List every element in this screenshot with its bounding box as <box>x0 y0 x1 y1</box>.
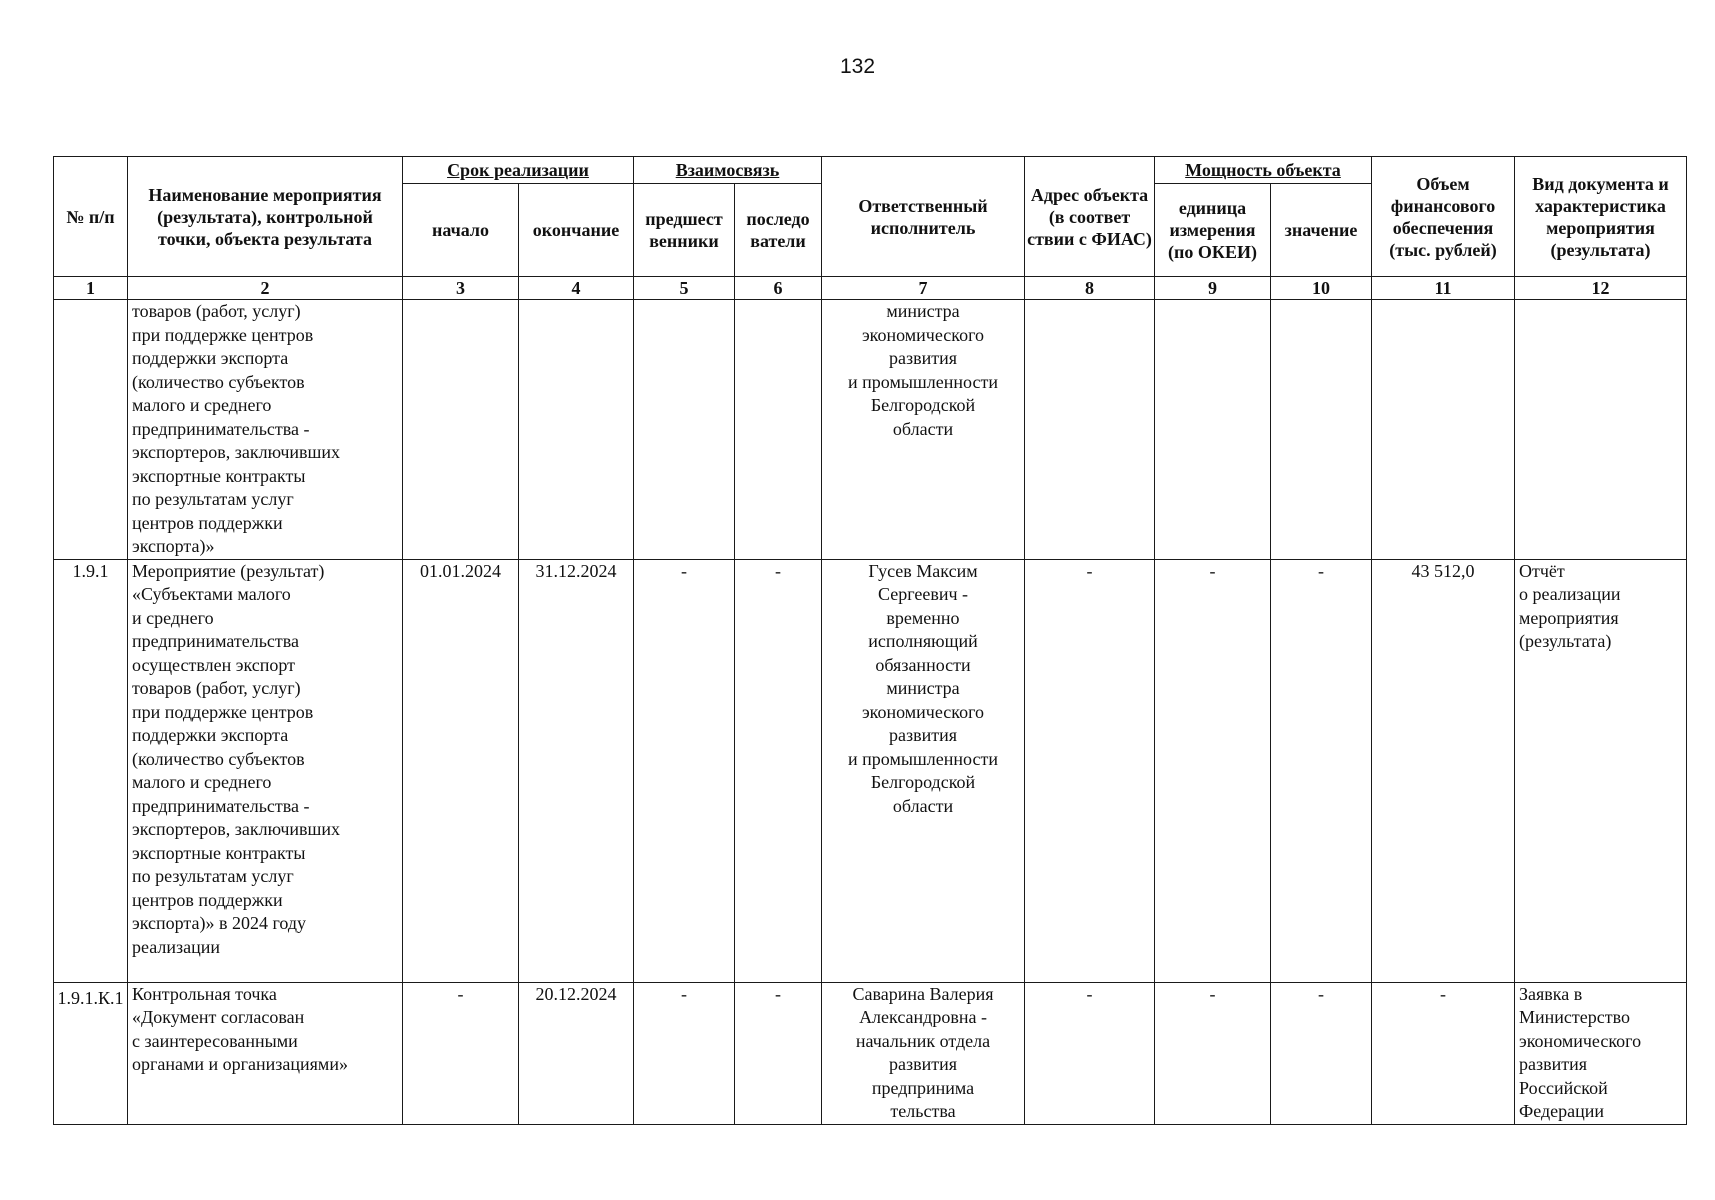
row-pred <box>634 300 735 560</box>
row-financing <box>1372 300 1515 560</box>
column-number: 11 <box>1372 277 1515 300</box>
row-name: Контрольная точка «Документ согласован с заинтересованными органами и организациями» <box>128 982 403 1124</box>
header-financing: Объем финансового обеспечения (тыс. рублей) <box>1372 157 1515 277</box>
row-pred: - <box>634 982 735 1124</box>
row-document: Отчёт о реализации мероприятия (результата) <box>1515 559 1687 982</box>
column-number: 5 <box>634 277 735 300</box>
row-succ: - <box>735 982 822 1124</box>
table-row <box>54 559 1687 982</box>
row-document: Заявка в Министерство экономического развития Российской Федерации <box>1515 982 1687 1124</box>
row-address <box>1025 300 1155 560</box>
column-number: 8 <box>1025 277 1155 300</box>
row-financing: 43 512,0 <box>1372 559 1515 982</box>
row-unit <box>1155 300 1271 560</box>
row-responsible: Гусев Максим Сергеевич - временно исполняющий обязанности министра экономического развития и промышленности Белгородской области <box>822 559 1025 982</box>
column-number: 9 <box>1155 277 1271 300</box>
row-num: 1.9.1.К.1 <box>54 982 128 1124</box>
row-end: 20.12.2024 <box>519 982 634 1124</box>
row-unit: - <box>1155 982 1271 1124</box>
row-start: - <box>403 982 519 1124</box>
header-successors: последо ватели <box>735 184 822 277</box>
row-end <box>519 300 634 560</box>
row-start <box>403 300 519 560</box>
row-succ: - <box>735 559 822 982</box>
header-unit: единица измерения (по ОКЕИ) <box>1155 184 1271 277</box>
header-name: Наименование мероприятия (результата), контрольной точки, объекта результата <box>128 157 403 277</box>
column-number: 3 <box>403 277 519 300</box>
row-pred: - <box>634 559 735 982</box>
row-value: - <box>1271 559 1372 982</box>
header-end: окончание <box>519 184 634 277</box>
row-value: - <box>1271 982 1372 1124</box>
row-address: - <box>1025 559 1155 982</box>
header-document: Вид документа и характеристика мероприятия (результата) <box>1515 157 1687 277</box>
column-number: 6 <box>735 277 822 300</box>
row-num: 1.9.1 <box>54 559 128 982</box>
page-number: 132 <box>839 55 876 78</box>
row-name: товаров (работ, услуг) при поддержке центров поддержки экспорта (количество субъектов малого и среднего предпринимательства - экспортеров, заключивших экспортные контракты по результатам услуг центров поддержки экспорта)» <box>128 300 403 560</box>
events-table <box>53 156 1687 1125</box>
header-capacity-group: Мощность объекта <box>1155 157 1372 184</box>
column-number: 4 <box>519 277 634 300</box>
header-term-group: Срок реализации <box>403 157 634 184</box>
header-value: значение <box>1271 184 1372 277</box>
header-responsible: Ответственный исполнитель <box>822 157 1025 277</box>
table-row <box>54 300 1687 560</box>
header-start: начало <box>403 184 519 277</box>
row-value <box>1271 300 1372 560</box>
header-predecessors: предшест венники <box>634 184 735 277</box>
row-responsible: Саварина Валерия Александровна - начальник отдела развития предпринима тельства <box>822 982 1025 1124</box>
row-document <box>1515 300 1687 560</box>
row-financing: - <box>1372 982 1515 1124</box>
header-address: Адрес объекта (в соответ ствии с ФИАС) <box>1025 157 1155 277</box>
column-number: 2 <box>128 277 403 300</box>
row-start: 01.01.2024 <box>403 559 519 982</box>
column-number: 1 <box>54 277 128 300</box>
row-unit: - <box>1155 559 1271 982</box>
row-num <box>54 300 128 560</box>
row-succ <box>735 300 822 560</box>
table-row <box>54 982 1687 1124</box>
header-num: № п/п <box>54 157 128 277</box>
row-address: - <box>1025 982 1155 1124</box>
header-link-group: Взаимосвязь <box>634 157 822 184</box>
row-name: Мероприятие (результат) «Субъектами малого и среднего предпринимательства осуществлен экспорт товаров (работ, услуг) при поддержке центров поддержки экспорта (количество субъектов малого и среднего предпринимательства - экспортеров, заключивших экспортные контракты по результатам услуг центров поддержки экспорта)» в 2024 году реализации <box>128 559 403 982</box>
row-end: 31.12.2024 <box>519 559 634 982</box>
column-number: 7 <box>822 277 1025 300</box>
column-number: 12 <box>1515 277 1687 300</box>
row-responsible: министра экономического развития и промышленности Белгородской области <box>822 300 1025 560</box>
column-number: 10 <box>1271 277 1372 300</box>
